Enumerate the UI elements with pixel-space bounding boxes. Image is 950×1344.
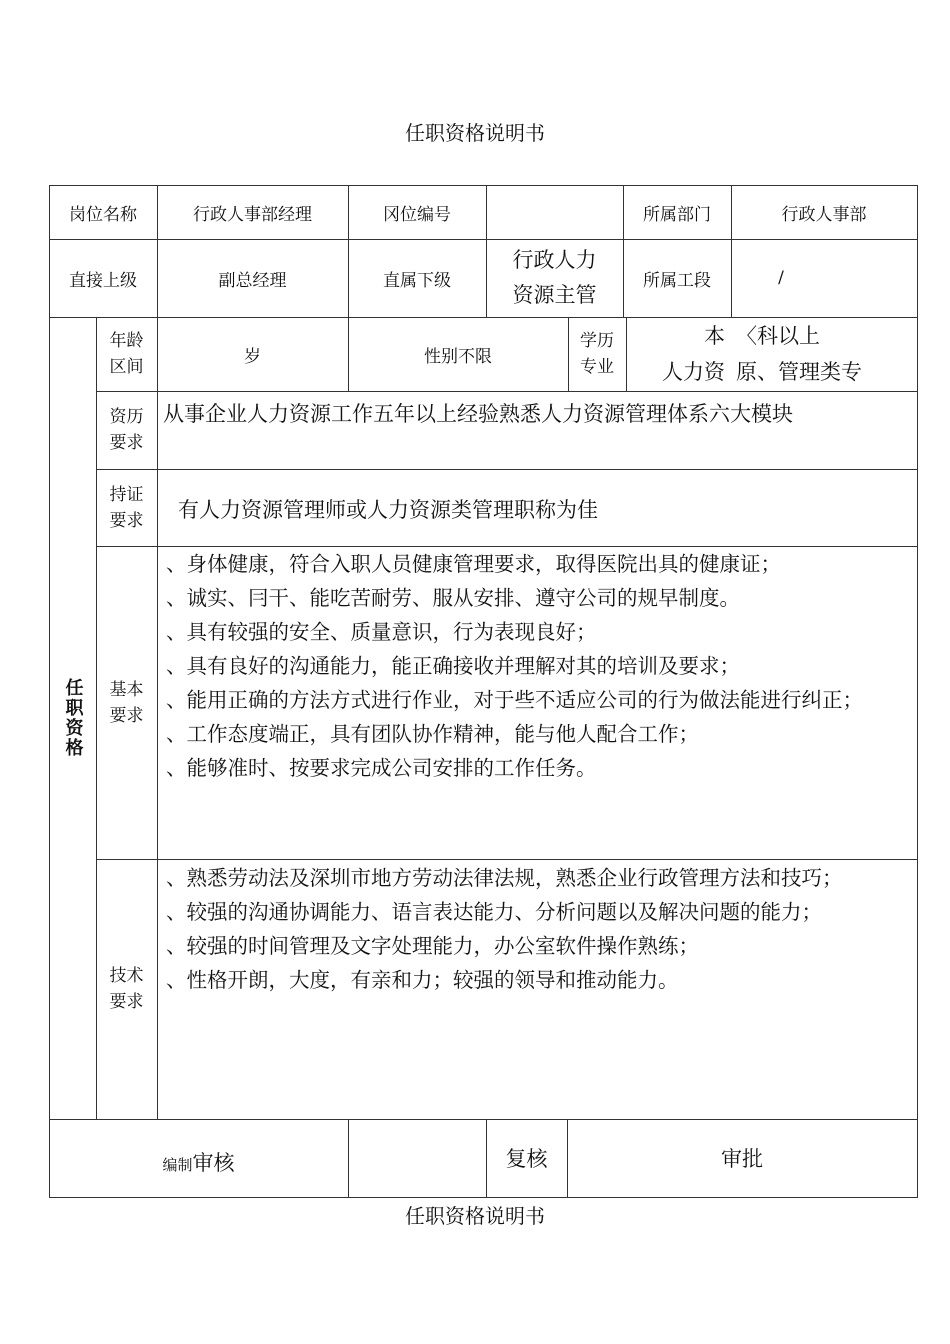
basic-label-line1: 基本	[109, 679, 144, 700]
basic-requirements-list	[166, 547, 908, 785]
exp-value: 从事企业人力资源工作五年以上经验熟悉人力资源管理体系六大模块	[163, 402, 793, 426]
footer-title: 任职资格说明书	[405, 1204, 545, 1228]
cert-label	[96, 469, 157, 546]
document-title: 任职资格说明书	[405, 121, 545, 145]
subordinate-value	[486, 239, 623, 317]
subordinate-value-line2: 资源主管	[512, 283, 597, 307]
edu-label	[568, 317, 626, 391]
tech-label-line1: 技术	[109, 966, 144, 986]
review-label: 审核	[192, 1151, 235, 1175]
cert-value: 有人力资源管理师或人力资源类管理职称为佳	[178, 498, 598, 522]
dept-label: 所属部门	[643, 204, 711, 225]
basic-item: 、能用正确的方法方式进行作业，对于些不适应公司的行为做法能进行纠正；	[166, 688, 863, 712]
prepare-label: 编制	[162, 1156, 193, 1174]
superior-value: 副总经理	[218, 270, 287, 291]
section-value: /	[778, 268, 784, 288]
approve-label: 审批	[721, 1147, 763, 1171]
dept-value: 行政人事部	[781, 204, 867, 225]
section-label: 所属工段	[643, 270, 711, 291]
qualification-group-text: 任职资格	[62, 678, 84, 758]
superior-label: 直接上级	[69, 270, 137, 291]
basic-label	[96, 546, 157, 859]
age-label-line2: 区间	[109, 357, 144, 377]
basic-item: 、诚实、冃干、能吃苦耐劳、服从安排、遵守公司的规早制度。	[166, 586, 740, 610]
tech-item: 、性格开朗，大度，有亲和力；较强的领导和推动能力。	[166, 968, 679, 992]
code-value	[486, 185, 623, 239]
tech-item: 、较强的时间管理及文字处理能力，办公室软件操作熟练；	[166, 934, 699, 958]
prepare-review-cell	[49, 1119, 348, 1197]
basic-item: 、工作态度端正，具有团队协作精神，能与他人配合工作；	[166, 722, 699, 746]
exp-label-line2: 要求	[109, 433, 144, 453]
tech-requirements-list	[166, 861, 908, 997]
edu-value-fragment-b	[736, 318, 916, 391]
subordinate-label: 直属下级	[383, 270, 451, 291]
subordinate-value-line1: 行政人力	[512, 248, 597, 272]
tech-label-line2: 要求	[109, 992, 144, 1012]
age-label-line1: 年龄	[109, 331, 144, 351]
age-label	[96, 317, 157, 391]
basic-item: 、具有较强的安全、质量意识，行为表现良好；	[166, 620, 597, 644]
edu-frag-a1: 本	[704, 324, 725, 348]
tech-item: 、较强的沟通协调能力、语言表达能力、分析问题以及解决问题的能力；	[166, 900, 822, 924]
basic-label-line2: 要求	[109, 705, 144, 726]
cert-label-line2: 要求	[109, 510, 144, 531]
edu-frag-b1: 〈科以上	[736, 324, 820, 348]
tech-item: 、熟悉劳动法及深圳市地方劳动法律法规，熟悉企业行政管理方法和技巧；	[166, 866, 843, 890]
basic-item: 、具有良好的沟通能力，能正确接收并理解对其的培训及要求；	[166, 654, 740, 678]
recheck-label: 复核	[505, 1147, 548, 1171]
tech-label	[96, 859, 157, 1119]
code-label: 冈位编号	[383, 204, 451, 225]
edu-frag-a2: 人力资	[662, 360, 725, 384]
age-value: 岁	[244, 346, 261, 367]
position-label: 岗位名称	[69, 204, 137, 225]
gender-value: 性别不限	[424, 346, 492, 367]
edu-label-line1: 学历	[580, 331, 614, 351]
basic-item: 、能够准时、按要求完成公司安排的工作任务。	[166, 756, 597, 780]
cert-label-line1: 持证	[109, 484, 144, 505]
qualification-group-label	[49, 317, 96, 1119]
position-value: 行政人事部经理	[193, 204, 312, 225]
edu-value-fragment-a	[627, 318, 727, 391]
basic-item: 、身体健康，符合入职人员健康管理要求，取得医院出具的健康证；	[166, 552, 781, 576]
edu-label-line2: 专业	[580, 357, 614, 377]
exp-label-line1: 资历	[109, 407, 144, 427]
edu-frag-b2: 原、管理类专	[736, 360, 862, 384]
exp-label	[96, 391, 157, 469]
